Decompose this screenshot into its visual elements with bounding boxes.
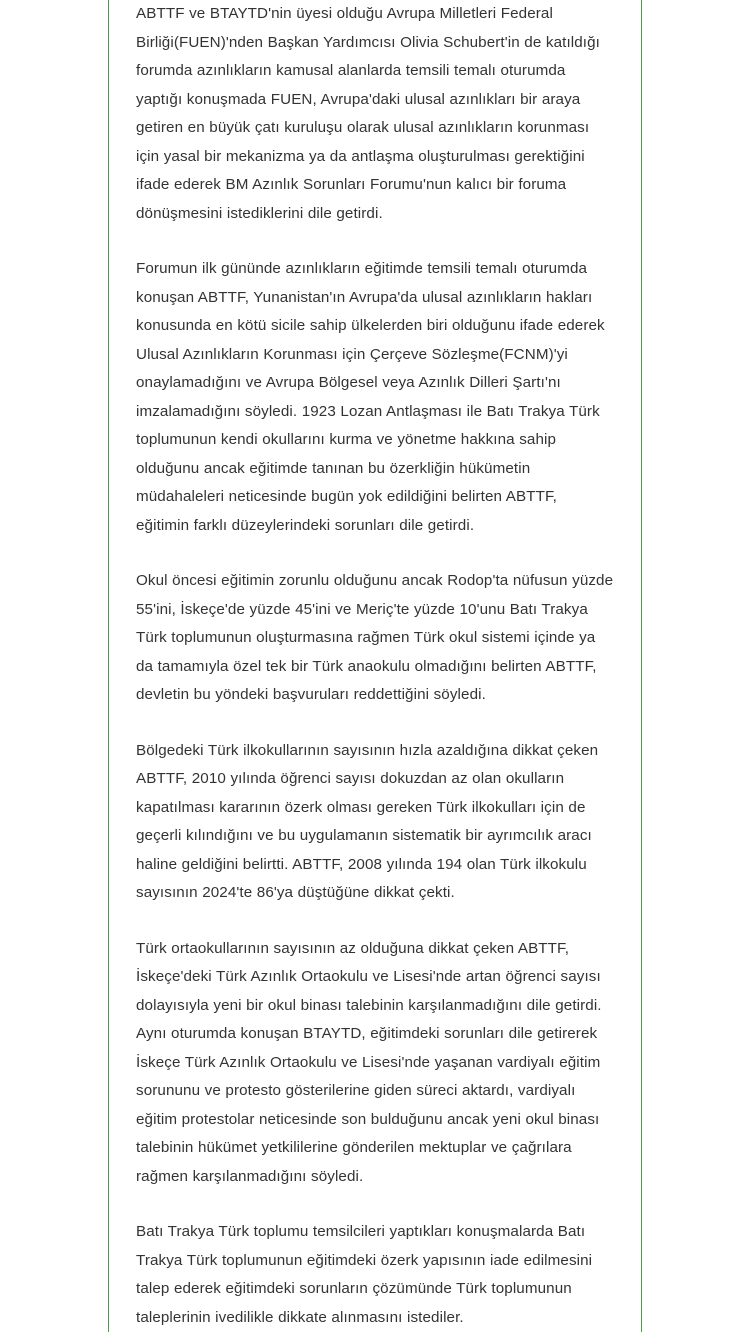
paragraph: Türk ortaokullarının sayısının az olduğuna dikkat çeken ABTTF, İskeçe'deki Türk Azınlık Ortaokulu ve Lisesi'nde artan öğrenci sayısı dolayısıyla yeni bir okul binası talebinin karşılanmadığını dile getirdi. Aynı oturumda konuşan BTAYTD, eğitimdeki sorunları dile getirerek İskeçe Türk Azınlık Ortaokulu ve Lisesi'nde yaşanan vardiyalı eğitim sorununu ve protesto gösterilerine giden süreci aktardı, vardiyalı eğitim protestolar neticesinde son bulduğunu ancak yeni okul binası talebinin hükümet yetkililerine gönderilen mektuplar ve çağrılara rağmen karşılanmadığını söyledi. — [136, 939, 602, 1185]
paragraph: Okul öncesi eğitimin zorunlu olduğunu ancak Rodop'ta nüfusun yüzde 55'ini, İskeçe'de yüzde 45'ini ve Meriç'te yüzde 10'unu Batı Trakya Türk toplumunun oluşturmasına rağmen Türk okul sistemi içinde ya da tamamıyla özel tek bir Türk anaokulu olmadığını belirten ABTTF, devletin bu yöndeki başvuruları reddettiğini söyledi. — [136, 572, 614, 703]
paragraph: Batı Trakya Türk toplumu temsilcileri yaptıkları konuşmalarda Batı Trakya Türk toplumunun eğitimdeki özerk yapısının iade edilmesini talep ederek eğitimdeki sorunların çözümünde Türk toplumunun taleplerinin ivedilikle dikkate alınmasını istediler. — [136, 1223, 593, 1326]
article-body — [136, 0, 614, 1332]
paragraph: Forumun ilk gününde azınlıkların eğitimde temsili temalı oturumda konuşan ABTTF, Yunanistan'ın Avrupa'da ulusal azınlıkların hakları konusunda en kötü sicile sahip ülkelerden biri olduğunu ifade ederek Ulusal Azınlıkların Korunması için Çerçeve Sözleşme(FCNM)'yi onaylamadığını ve Avrupa Bölgesel veya Azınlık Dilleri Şartı'nı imzalamadığını söyledi. 1923 Lozan Antlaşması ile Batı Trakya Türk toplumunun kendi okullarını kurma ve yönetme hakkına sahip olduğunu ancak eğitimde tanınan bu özerkliğin hükümetin müdahaleleri neticesinde bugün yok edildiğini belirten ABTTF, eğitimin farklı düzeylerindeki sorunları dile getirdi. — [136, 260, 605, 534]
left-margin-rule — [108, 0, 109, 1332]
paragraph: Bölgedeki Türk ilkokullarının sayısının hızla azaldığına dikkat çeken ABTTF, 2010 yılında öğrenci sayısı dokuzdan az olan okulların kapatılması kararının özerk olması gereken Türk ilkokulları için de geçerli kılındığını ve bu uygulamanın sistematik bir ayrımcılık aracı haline geldiğini belirtti. ABTTF, 2008 yılında 194 olan Türk ilkokulu sayısının 2024'te 86'ya düştüğüne dikkat çekti. — [136, 741, 599, 901]
right-margin-rule — [641, 0, 642, 1332]
paragraph: ABTTF ve BTAYTD'nin üyesi olduğu Avrupa Milletleri Federal Birliği(FUEN)'nden Başkan Yardımcısı Olivia Schubert'in de katıldığı forumda azınlıkların kamusal alanlarda temsili temalı oturumda yaptığı konuşmada FUEN, Avrupa'daki ulusal azınlıkları bir araya getiren en büyük çatı kuruluşu olarak ulusal azınlıkların korunması için yasal bir mekanizma ya da antlaşma oluşturulması gerektiğini ifade ederek BM Azınlık Sorunları Forumu'nun kalıcı bir foruma dönüşmesini istediklerini dile getirdi. — [136, 5, 600, 222]
